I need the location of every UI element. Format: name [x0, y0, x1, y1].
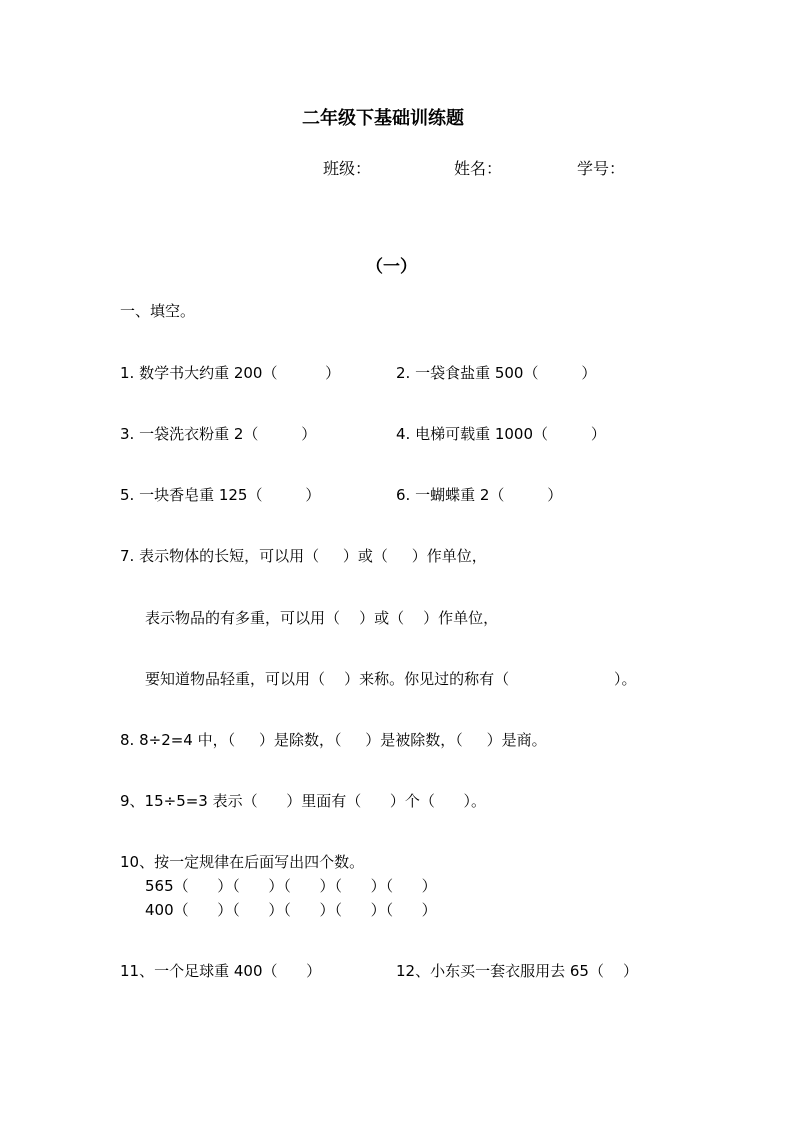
student-number-field-label: 学号： [577, 159, 626, 178]
question-7-line-1: 7. 表示物体的长短，可以用（ ）或（ ）作单位， [120, 547, 487, 565]
question-9: 9、15÷5=3 表示（ ）里面有（ ）个（ ）。 [120, 792, 486, 810]
question-12: 12、小东买一套衣服用去 65（ ） [396, 962, 639, 980]
part-heading: 一、填空。 [120, 302, 196, 320]
question-4: 4. 电梯可载重 1000（ ） [396, 425, 606, 443]
section-heading: （一） [366, 257, 417, 277]
question-7-line-2: 表示物品的有多重，可以用（ ）或（ ）作单位， [145, 609, 499, 627]
question-11: 11、一个足球重 400（ ） [120, 962, 322, 980]
name-field-label: 姓名： [454, 159, 503, 178]
question-1: 1. 数学书大约重 200（ ） [120, 364, 341, 382]
question-7-line-3: 要知道物品轻重，可以用（ ）来称。你见过的称有（ ）。 [145, 670, 637, 688]
document-title: 二年级下基础训练题 [302, 108, 464, 129]
question-10-intro: 10、按一定规律在后面写出四个数。 [120, 853, 365, 871]
question-10-row-565: 565（ ）（ ）（ ）（ ）（ ） [145, 877, 437, 895]
question-5: 5. 一块香皂重 125（ ） [120, 486, 321, 504]
question-3: 3. 一袋洗衣粉重 2（ ） [120, 425, 317, 443]
question-10-row-400: 400（ ）（ ）（ ）（ ）（ ） [145, 901, 437, 919]
question-8: 8. 8÷2=4 中，（ ）是除数，（ ）是被除数，（ ）是商。 [120, 731, 547, 749]
question-6: 6. 一蝴蝶重 2（ ） [396, 486, 563, 504]
class-field-label: 班级： [323, 159, 372, 178]
question-2: 2. 一袋食盐重 500（ ） [396, 364, 597, 382]
